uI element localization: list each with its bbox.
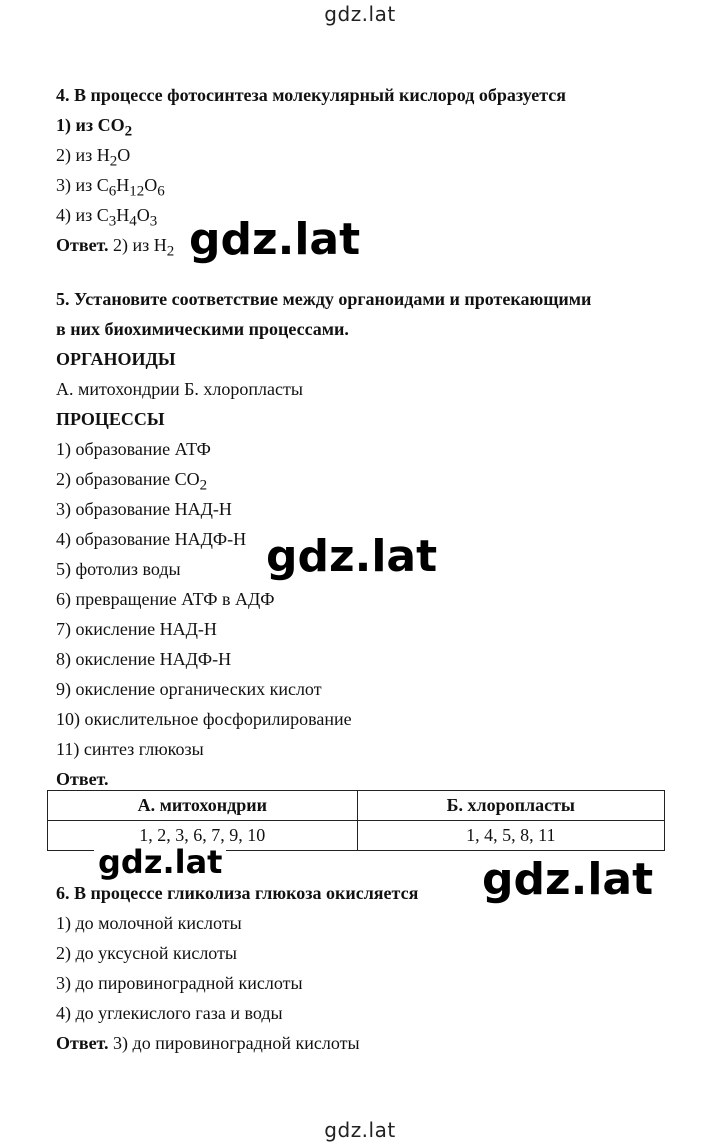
question-6-option: 4) до углекислого газа и воды — [56, 1003, 283, 1023]
question-6-block — [56, 878, 676, 1058]
process-item: 4) образование НАДФ-Н — [56, 529, 247, 549]
question-4-option-4: 4) из $C_3H_4O_3$ — [56, 205, 158, 230]
process-item: 10) окислительное фосфорилирование — [56, 709, 352, 729]
table-header-row — [48, 791, 665, 821]
process-item: 1) образование АТФ — [56, 439, 211, 459]
question-6-option: 2) до уксусной кислоты — [56, 943, 238, 963]
process-item: 3) образование НАД-Н — [56, 499, 232, 519]
process-item: 7) окисление НАД-Н — [56, 619, 217, 639]
question-6-answer: Ответ. 3) до пировиноградной кислоты — [56, 1033, 360, 1053]
question-4-option-1: 1) из $CO_2$ — [56, 115, 133, 140]
question-6-title: 6. В процессе гликолиза глюкоза окисляется — [56, 883, 419, 903]
process-item: 2) образование $CO_2$ — [56, 469, 208, 494]
process-item: 5) фотолиз воды — [56, 559, 181, 579]
organoids-heading: ОРГАНОИДЫ — [56, 349, 176, 369]
table-header-mitochondria: А. митохондрии — [48, 791, 358, 821]
table-header-chloroplasts: Б. хлоропласты — [357, 791, 664, 821]
watermark: gdz.lat — [262, 535, 441, 579]
process-item: 11) синтез глюкозы — [56, 739, 204, 759]
answer-label: Ответ. — [56, 235, 109, 255]
site-footer: gdz.lat — [324, 1118, 396, 1142]
question-4-option-2: 2) из $H_2O$ — [56, 145, 131, 170]
question-4-answer: Ответ. 2) из $H_2$ — [56, 235, 175, 260]
question-5-title-line-1: 5. Установите соответствие между органоидами и протекающими — [56, 289, 592, 309]
question-6-option: 3) до пировиноградной кислоты — [56, 973, 303, 993]
table-cell-chloroplasts: 1, 4, 5, 8, 11 — [357, 821, 664, 851]
worksheet-content — [56, 80, 676, 794]
question-5-title-line-2: в них биохимическими процессами. — [56, 319, 349, 339]
process-item: 6) превращение АТФ в АДФ — [56, 589, 275, 609]
watermark: gdz.lat — [478, 858, 657, 902]
watermark: gdz.lat — [94, 846, 226, 878]
answer-label: Ответ. — [56, 1033, 109, 1053]
question-5-answer-label: Ответ. — [56, 769, 109, 789]
process-item: 9) окисление органических кислот — [56, 679, 322, 699]
answer-table — [47, 790, 665, 851]
site-header: gdz.lat — [324, 2, 396, 26]
watermark: gdz.lat — [185, 218, 364, 262]
question-4-title: 4. В процессе фотосинтеза молекулярный кислород образуется — [56, 85, 566, 105]
table-cell-mitochondria: 1, 2, 3, 6, 7, 9, 10 — [48, 821, 358, 851]
process-item: 8) окисление НАДФ-Н — [56, 649, 232, 669]
question-4-option-3: 3) из $C_6H_{12}O_6$ — [56, 175, 165, 200]
question-6-option: 1) до молочной кислоты — [56, 913, 242, 933]
organoids-list: А. митохондрии Б. хлоропласты — [56, 379, 303, 399]
processes-heading: ПРОЦЕССЫ — [56, 409, 165, 429]
